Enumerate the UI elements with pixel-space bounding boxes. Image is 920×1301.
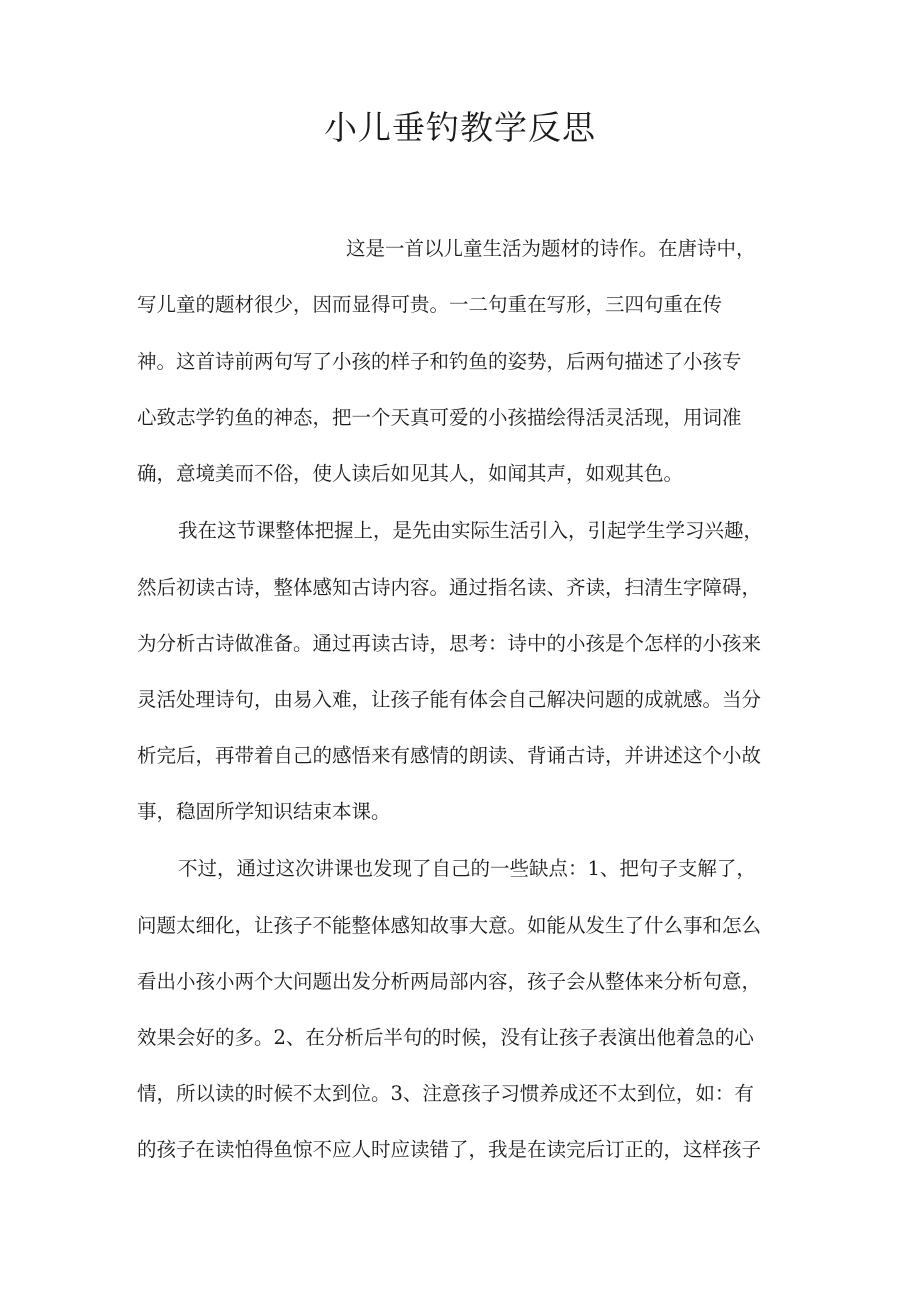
document-title: 小儿垂钓教学反思 [324, 108, 596, 147]
paragraph-3-line-1: 不过，通过这次讲课也发现了自己的一些缺点：1、把句子支解了， [178, 857, 756, 880]
paragraph-2-line-3: 为分析古诗做准备。通过再读古诗，思考：诗中的小孩是个怎样的小孩来 [137, 632, 762, 655]
paragraph-2-line-4: 灵活处理诗句，由易入难，让孩子能有体会自己解决问题的成就感。当分 [137, 688, 762, 711]
paragraph-1-line-5: 确，意境美而不俗，使人读后如见其人，如闻其声，如观其色。 [137, 462, 684, 485]
paragraph-3-line-6: 的孩子在读怕得鱼惊不应人时应读错了，我是在读完后订正的，这样孩子 [137, 1138, 762, 1161]
paragraph-1-line-1: 这是一首以儿童生活为题材的诗作。在唐诗中， [346, 237, 756, 260]
paragraph-2-line-5: 析完后，再带着自己的感悟来有感情的朗读、背诵古诗，并讲述这个小故 [137, 744, 762, 767]
paragraph-3-line-2: 问题太细化，让孩子不能整体感知故事大意。如能从发生了什么事和怎么 [137, 914, 762, 937]
paragraph-1-line-3: 神。这首诗前两句写了小孩的样子和钓鱼的姿势，后两句描述了小孩专 [137, 350, 742, 373]
paragraph-3-line-4: 效果会好的多。2、在分析后半句的时候，没有让孩子表演出他着急的心 [137, 1026, 754, 1049]
paragraph-1-line-2: 写儿童的题材很少，因而显得可贵。一二句重在写形，三四句重在传 [137, 293, 723, 316]
paragraph-2-line-6: 事，稳固所学知识结束本课。 [137, 800, 391, 823]
paragraph-2-line-2: 然后初读古诗，整体感知古诗内容。通过指名读、齐读，扫清生字障碍， [137, 576, 762, 599]
paragraph-1-line-4: 心致志学钓鱼的神态，把一个天真可爱的小孩描绘得活灵活现，用词准 [137, 406, 742, 429]
paragraph-3-line-3: 看出小孩小两个大问题出发分析两局部内容，孩子会从整体来分析句意， [137, 970, 762, 993]
paragraph-2-line-1: 我在这节课整体把握上，是先由实际生活引入，引起学生学习兴趣， [178, 519, 764, 542]
paragraph-3-line-5: 情，所以读的时候不太到位。3、注意孩子习惯养成还不太到位，如：有 [137, 1082, 754, 1105]
